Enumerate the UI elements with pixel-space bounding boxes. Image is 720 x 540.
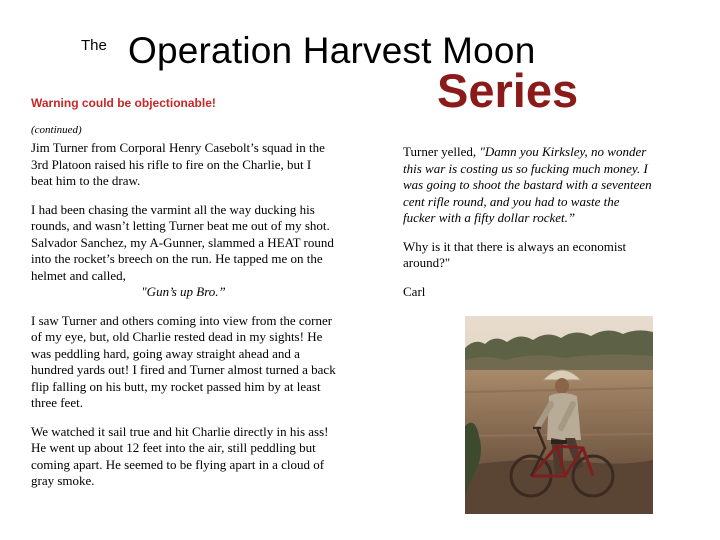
series-heading: Series	[437, 64, 579, 117]
paragraph-2-text: I had been chasing the varmint all the way ducking his rounds, and wasn’t letting Turner beat me out of my shot. Salvador Sanchez, my A-Gunner, slammed a HEAT round into the rocket’s breech on the run. He tapped me on the helmet and called,	[31, 201, 334, 283]
paragraph-3: I saw Turner and others coming into view from the corner of my eye, but, old Charlie rested dead in my sights! He was peddling hard, going away straight ahead and a hundred yards out! I fired and Turner almost turned a back flip falling on his butt, my rocket passed him by at least three feet.	[31, 312, 336, 410]
cyclist-photo	[465, 316, 653, 514]
paragraph-economist: Why is it that there is always an economist around?"	[403, 238, 627, 270]
paragraph-4: We watched it sail true and hit Charlie directly in his ass! He went up about 12 feet into the air, still peddling but coming apart. He seemed to be flying apart in a cloud of gray smoke.	[31, 423, 329, 488]
page-title: Operation Harvest Moon	[128, 30, 536, 71]
left-column	[31, 140, 336, 502]
continued-label: (continued)	[31, 124, 82, 136]
title-prefix: The	[81, 37, 107, 54]
paragraph-2	[31, 202, 336, 301]
paragraph-turner	[403, 144, 653, 227]
right-column	[403, 144, 653, 312]
turner-quote: "Damn you Kirksley, no wonder this war is costing us so fucking much money. I was going to shoot the bastard with a seventeen cent rifle round, and you had to waste the fucker with a fifty dollar rocket.”	[403, 144, 652, 225]
turner-lead: Turner yelled,	[403, 144, 480, 159]
content-warning: Warning could be objectionable!	[31, 96, 216, 110]
paragraph-1: Jim Turner from Corporal Henry Casebolt’s squad in the 3rd Platoon raised his rifle to fire on the Charlie, but I beat him to the draw.	[31, 140, 325, 188]
quote-guns-up: "Gun’s up Bro.”	[141, 284, 226, 299]
signature: Carl	[403, 283, 426, 299]
